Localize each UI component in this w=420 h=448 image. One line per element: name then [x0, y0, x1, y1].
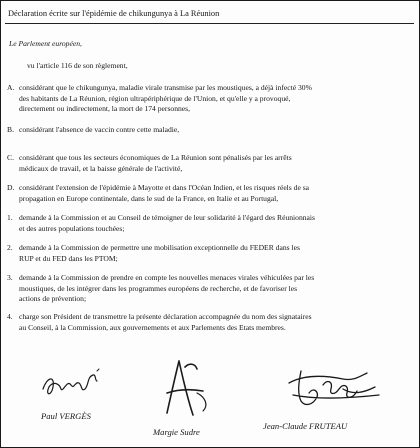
article-4-line-1: charge son Président de transmettre la présente déclaration accompagnée du nom des signataires — [19, 312, 312, 321]
signatory-name-3: Jean-Claude FRUTEAU — [263, 421, 348, 431]
recital-marker-d: D. — [7, 183, 15, 192]
recital-a-line-2: des habitants de La Réunion, région ultrapériphérique de l'Union, et qu'elle y a provoqué, — [19, 93, 291, 103]
recital-b-line-1: considérant l'absence de vaccin contre cette maladie, — [19, 125, 180, 134]
signature-verges-graphic — [41, 365, 111, 405]
signatory-name-1: Paul VERGÈS — [41, 411, 91, 421]
signatory-name-2: Margie Sudre — [153, 427, 200, 437]
article-1 — [19, 213, 403, 234]
recital-intro: vu l'article 116 de son règlement, — [27, 61, 128, 70]
article-4-line-2: au Conseil, à la Commission, aux gouvernements et aux Parlements des Etats membres. — [19, 322, 286, 332]
recital-c-line-1: considérant que tous les secteurs économiques de La Réunion sont pénalisés par les arrêts — [19, 153, 292, 162]
article-2-line-2: RUP et du FED dans les PTOM; — [19, 253, 118, 263]
recital-a-line-3: directement ou indirectement, la mort de 174 personnes, — [19, 104, 191, 114]
recital-c — [19, 153, 403, 174]
article-marker-3: 3. — [7, 273, 13, 282]
article-3-line-3: actions de prévention; — [19, 294, 87, 304]
parliament-label: Le Parlement européen, — [9, 39, 82, 48]
document-header: Déclaration écrite sur l'épidémie de chikungunya à La Réunion — [5, 5, 414, 24]
article-2 — [19, 243, 403, 264]
article-4 — [19, 312, 403, 333]
recital-d-line-2: propagation en Europe continentale, dans le sud de la France, en Italie et au Portugal, — [19, 193, 279, 203]
article-1-line-1: demande à la Commission et au Conseil de témoigner de leur solidarité à l'égard des Réunionnais — [19, 213, 315, 222]
recital-b — [19, 125, 403, 136]
article-2-line-1: demande à la Commission de permettre une mobilisation exceptionnelle du FEDER dans les — [19, 243, 300, 252]
recital-d — [19, 183, 403, 204]
recital-marker-c: C. — [7, 153, 14, 162]
article-3-line-1: demande à la Commission de prendre en compte les nouvelles menaces virales véhiculées par les — [19, 273, 315, 282]
recital-c-line-2: médicaux de travail, et la baisse générale de l'activité, — [19, 163, 183, 173]
recital-marker-b: B. — [7, 125, 14, 134]
article-3-line-2: moustiques, de les intégrer dans les programmes européens de recherche, et de favoriser les — [19, 283, 298, 293]
recital-a-line-1: considérant que le chikungunya, maladie virale transmise par les moustiques, a déjà infecté 30% — [19, 83, 312, 92]
recital-a — [19, 83, 403, 115]
signature-sudre-graphic — [149, 353, 229, 423]
recital-marker-a: A. — [7, 83, 15, 92]
article-marker-4: 4. — [7, 312, 13, 321]
article-marker-2: 2. — [7, 243, 13, 252]
signature-fruteau-graphic — [283, 365, 393, 415]
article-1-line-2: et des autres populations touchées; — [19, 223, 125, 233]
recital-d-line-1: considérant l'extension de l'épidémie à Mayotte et dans l'Océan Indien, et les risques réels de sa — [19, 183, 310, 192]
article-3 — [19, 273, 403, 305]
article-marker-1: 1. — [7, 213, 13, 222]
